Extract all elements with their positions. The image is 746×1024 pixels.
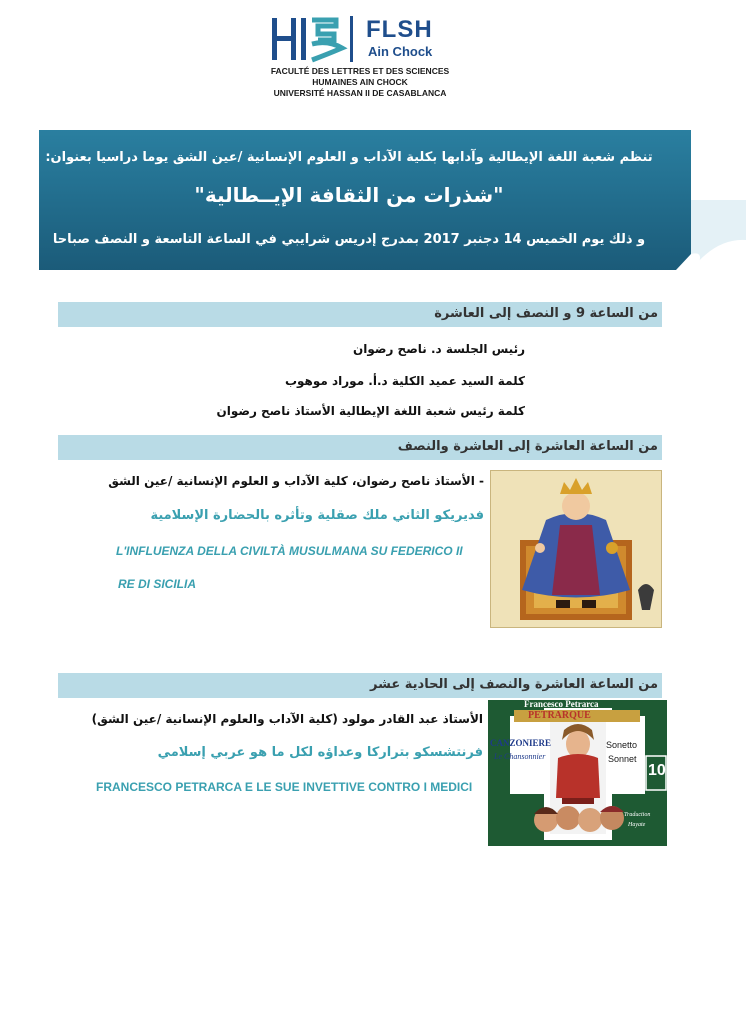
petrarca-book-cover <box>488 700 667 846</box>
section-time-bar <box>58 673 662 698</box>
cover-author-name: Francesco Petrarca <box>524 699 599 709</box>
cover-chansonnier: Le Chansonnier <box>494 752 546 761</box>
faculty-line: FACULTÉ DES LETTRES ET DES SCIENCES <box>270 66 450 76</box>
section-time: من الساعة العاشرة والنصف إلى الحادية عشر <box>370 677 658 692</box>
logo-title: FLSH <box>366 16 433 43</box>
talk-title-italian: FRANCESCO PETRARCA E LE SUE INVETTIVE CONTRO I MEDICI <box>96 780 473 794</box>
page-curl-decoration <box>676 200 746 270</box>
cover-canzoniere: CANZONIERE <box>490 738 552 748</box>
talk-title-arabic: فديريكو الثاني ملك صقلية وتأثره بالحضارة الإسلامية <box>150 508 484 523</box>
cover-credit: Traduction <box>624 812 651 818</box>
section-time: من الساعة العاشرة إلى العاشرة والنصف <box>397 439 658 454</box>
talk-title-arabic: فرنتشسكو بتراركا وعداؤه لكل ما هو عربي إسلامي <box>157 745 483 760</box>
cover-credit: Hayate <box>628 822 646 828</box>
cover-sonnet: Sonnet <box>608 754 637 764</box>
cover-number: 10 <box>648 762 666 779</box>
faculty-line: HUMAINES AIN CHOCK <box>312 77 408 87</box>
session-chair: رئيس الجلسة د. ناصح رضوان <box>353 342 525 356</box>
banner-title: "شذرات من الثقافة الإيــطالية" <box>194 183 504 207</box>
faculty-name <box>250 66 470 99</box>
cover-author-surname: PETRARQUE <box>528 710 591 721</box>
faculty-line: UNIVERSITÉ HASSAN II DE CASABLANCA <box>273 88 447 98</box>
dean-speech: كلمة السيد عميد الكلية د.أ. موراد موهوب <box>284 374 525 388</box>
talk-title-italian: L'INFLUENZA DELLA CIVILTÀ MUSULMANA SU FEDERICO II <box>116 544 463 558</box>
cover-sonetto: Sonetto <box>606 740 638 750</box>
banner-intro: تنظم شعبة اللغة الإيطالية وآدابها بكلية الآداب و العلوم الإنسانية /عين الشق يوما دراسيا بعنوان: <box>45 150 653 165</box>
banner-date: و ذلك يوم الخميس 14 دجنبر 2017 بمدرج إدريس شرايبي في الساعة التاسعة و النصف صباحا <box>52 232 646 247</box>
logo-subtitle: Ain Chock <box>368 44 433 59</box>
talk-title-italian: RE DI SICILIA <box>118 577 197 591</box>
section-time: من الساعة 9 و النصف إلى العاشرة <box>434 306 658 321</box>
section-time-bar <box>58 435 662 460</box>
speaker-name: الأستاذ عبد القادر مولود (كلية الآداب والعلوم الإنسانية /عين الشق) <box>91 712 483 726</box>
flsh-emblem-icon <box>268 14 363 64</box>
section-time-bar <box>58 302 662 327</box>
department-head-speech: كلمة رئيس شعبة اللغة الإيطالية الأستاذ ناصح رضوان <box>216 404 525 418</box>
federico-ii-illustration <box>490 470 662 628</box>
speaker-name: - الأستاذ ناصح رضوان، كلية الآداب و العلوم الإنسانية /عين الشق <box>108 474 484 488</box>
